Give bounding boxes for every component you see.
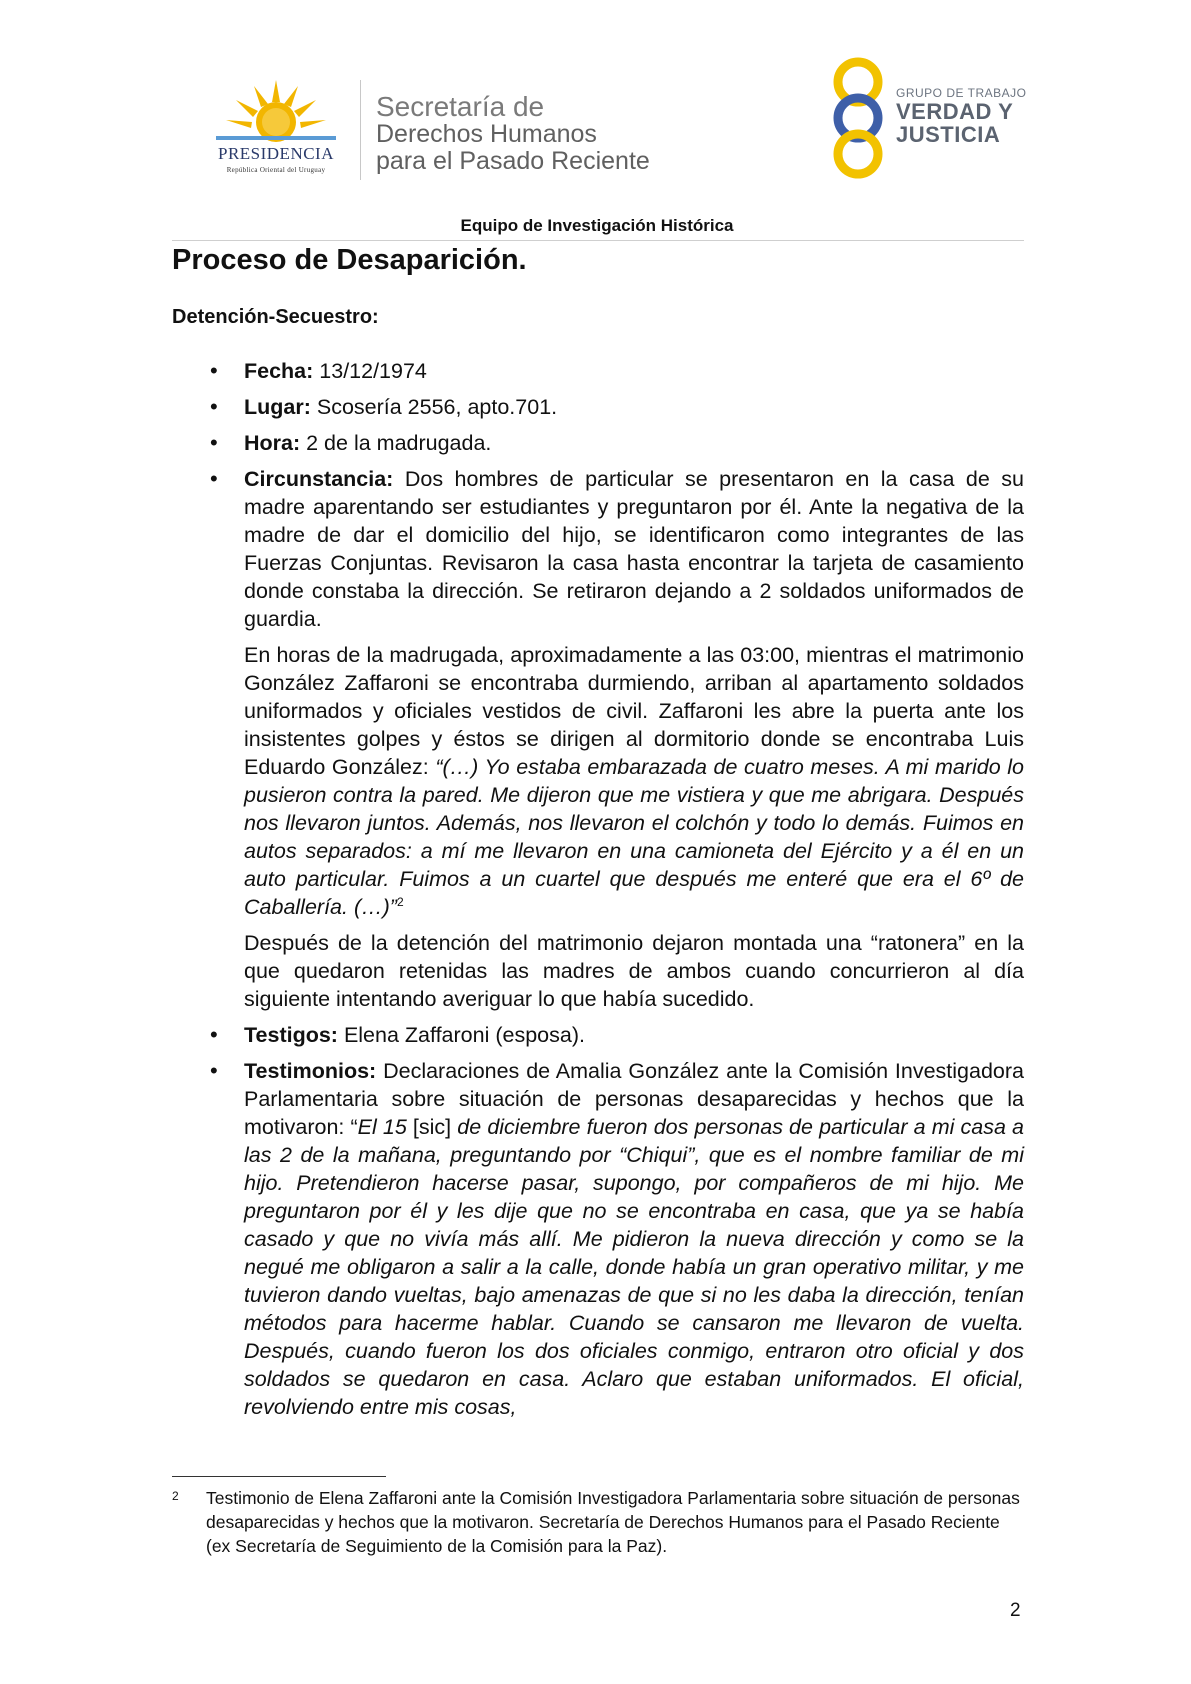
lugar-label: Lugar: [244,395,311,419]
list-item-testimonios [172,1057,1024,1421]
presidencia-logo [196,78,356,178]
testigos-value: Elena Zaffaroni (esposa). [337,1023,585,1047]
bullet-icon: • [210,1058,218,1083]
linked-rings-icon [820,56,900,186]
testimonios-intro: Declaraciones de Amalia González ante la Comisión Investigadora Parlamentaria sobre situación de personas desaparecidas y hechos que la motivaron: “ [244,1059,1024,1139]
sun-emblem-icon [196,78,356,144]
testimonios-quote-2: de diciembre fueron dos personas de particular a mi casa a las 2 de la mañana, preguntando por “Chiqui”, que es el nombre familiar de mi hijo. Pretendieron hacerse pasar, supongo, por compañeros de mi hijo. Me preguntaron por él y les dije que no se encontraba en casa, que ya se había casado y que no vivía más allí. Me pidieron la nueva dirección y como se la negué me obligaron a salir a la calle, donde había un gran operativo militar, y me tuvieron dando vueltas, bajo amenazas de que si no les daba la dirección, tenían métodos para hacerme hablar. Cuando se cansaron me llevaron de vuelta. Después, cuando fueron los dos oficiales conmigo, entraron otro oficial y dos soldados se quedaron en casa. Aclaro que estaban uniformados. El oficial, revolviendo entre mis cosas, [244,1115,1024,1419]
page-number: 2 [1010,1600,1021,1621]
grupo-line-1: GRUPO DE TRABAJO [896,86,1027,100]
lugar-value: Scosería 2556, apto.701. [310,395,558,419]
list-item-testigos [172,1021,1024,1049]
para2-text: En horas de la madrugada, aproximadamente a las 03:00, mientras el matrimonio González Zaffaroni se encontraba durmiendo, arriban al apartamento soldados uniformados y oficiales vestidos de civil. Zaffaroni les abre la puerta ante los insistentes golpes y éstos se dirigen al dormitorio donde se encontraba Luis Eduardo González: [244,643,1024,779]
document-body [172,357,1024,1429]
footnote-rule [172,1476,386,1477]
circunstancia-paragraph-2 [172,641,1024,921]
circunstancia-label: Circunstancia: [244,467,394,491]
page-header [0,0,1191,200]
secretaria-line-3: para el Pasado Reciente [376,147,650,175]
grupo-line-3: JUSTICIA [896,122,1001,147]
footnote-ref[interactable]: 2 [396,894,404,909]
testigos-label: Testigos: [244,1023,338,1047]
grupo-line-2: VERDAD Y [896,99,1014,124]
footnote-text: Testimonio de Elena Zaffaroni ante la Comisión Investigadora Parlamentaria sobre situación de personas desaparecidas y hechos que la motivaron. Secretaría de Derechos Humanos para el Pasado Reciente (ex Secretaría de Seguimiento de la Comisión para la Paz). [206,1488,1020,1556]
circunstancia-paragraph-3: Después de la detención del matrimonio dejaron montada una “ratonera” en la que quedaron retenidas las madres de ambos cuando concurrieron al día siguiente intentando averiguar lo que había sucedido. [244,931,1024,1011]
footnote-number: 2 [172,1489,179,1503]
fecha-label: Fecha: [244,359,314,383]
header-divider [360,80,361,180]
list-item-circunstancia [172,465,1024,633]
verdad-justicia-logo [820,56,1040,186]
secretaria-line-1: Secretaría de [376,91,545,122]
verdad-justicia-text [896,86,1026,146]
bullet-icon: • [210,466,218,491]
testimonios-sic: [sic] [406,1115,458,1139]
secretaria-logo-text [376,92,650,175]
bullet-icon: • [210,430,218,455]
testimonios-quote-1: El 15 [357,1115,407,1139]
para2-quote: “(…) Yo estaba embarazada de cuatro meses. A mi marido lo pusieron contra la pared. Me dijeron que me vistiera y que me abrigara. Después nos llevaron juntos. Además, nos llevaron el colchón y todo lo demás. Fuimos en autos separados: a mí me llevaron en una camioneta del Ejército y a él en un auto particular. Fuimos a un cuartel que después me enteré que era el 6º de Caballería. (…)” [244,755,1024,919]
hora-value: 2 de la madrugada. [300,431,492,455]
page-title: Proceso de Desaparición. [172,244,527,276]
list-item-hora [172,429,1024,457]
team-title: Equipo de Investigación Histórica [460,216,734,235]
fecha-value: 13/12/1974 [313,359,427,383]
secretaria-line-2: Derechos Humanos [376,120,597,148]
presidencia-name: PRESIDENCIA [217,144,334,163]
list-item-lugar [172,393,1024,421]
bullet-icon: • [210,394,218,419]
testimonios-label: Testimonios: [244,1059,377,1083]
bullet-icon: • [210,358,218,383]
list-item-fecha [172,357,1024,385]
header-rule [172,240,1024,241]
footnote [172,1486,1024,1558]
presidencia-subtitle: República Oriental del Uruguay [226,166,326,174]
bullet-icon: • [210,1022,218,1047]
hora-label: Hora: [244,431,301,455]
section-heading: Detención-Secuestro: [172,306,379,328]
circunstancia-value: Dos hombres de particular se presentaron en la casa de su madre aparentando ser estudiantes y preguntaron por él. Ante la negativa de la madre de dar el domicilio del hijo, se identificaron como integrantes de las Fuerzas Conjuntas. Revisaron la casa hasta encontrar la tarjeta de casamiento donde constaba la dirección. Se retiraron dejando a 2 soldados uniformados de guardia. [244,467,1024,631]
